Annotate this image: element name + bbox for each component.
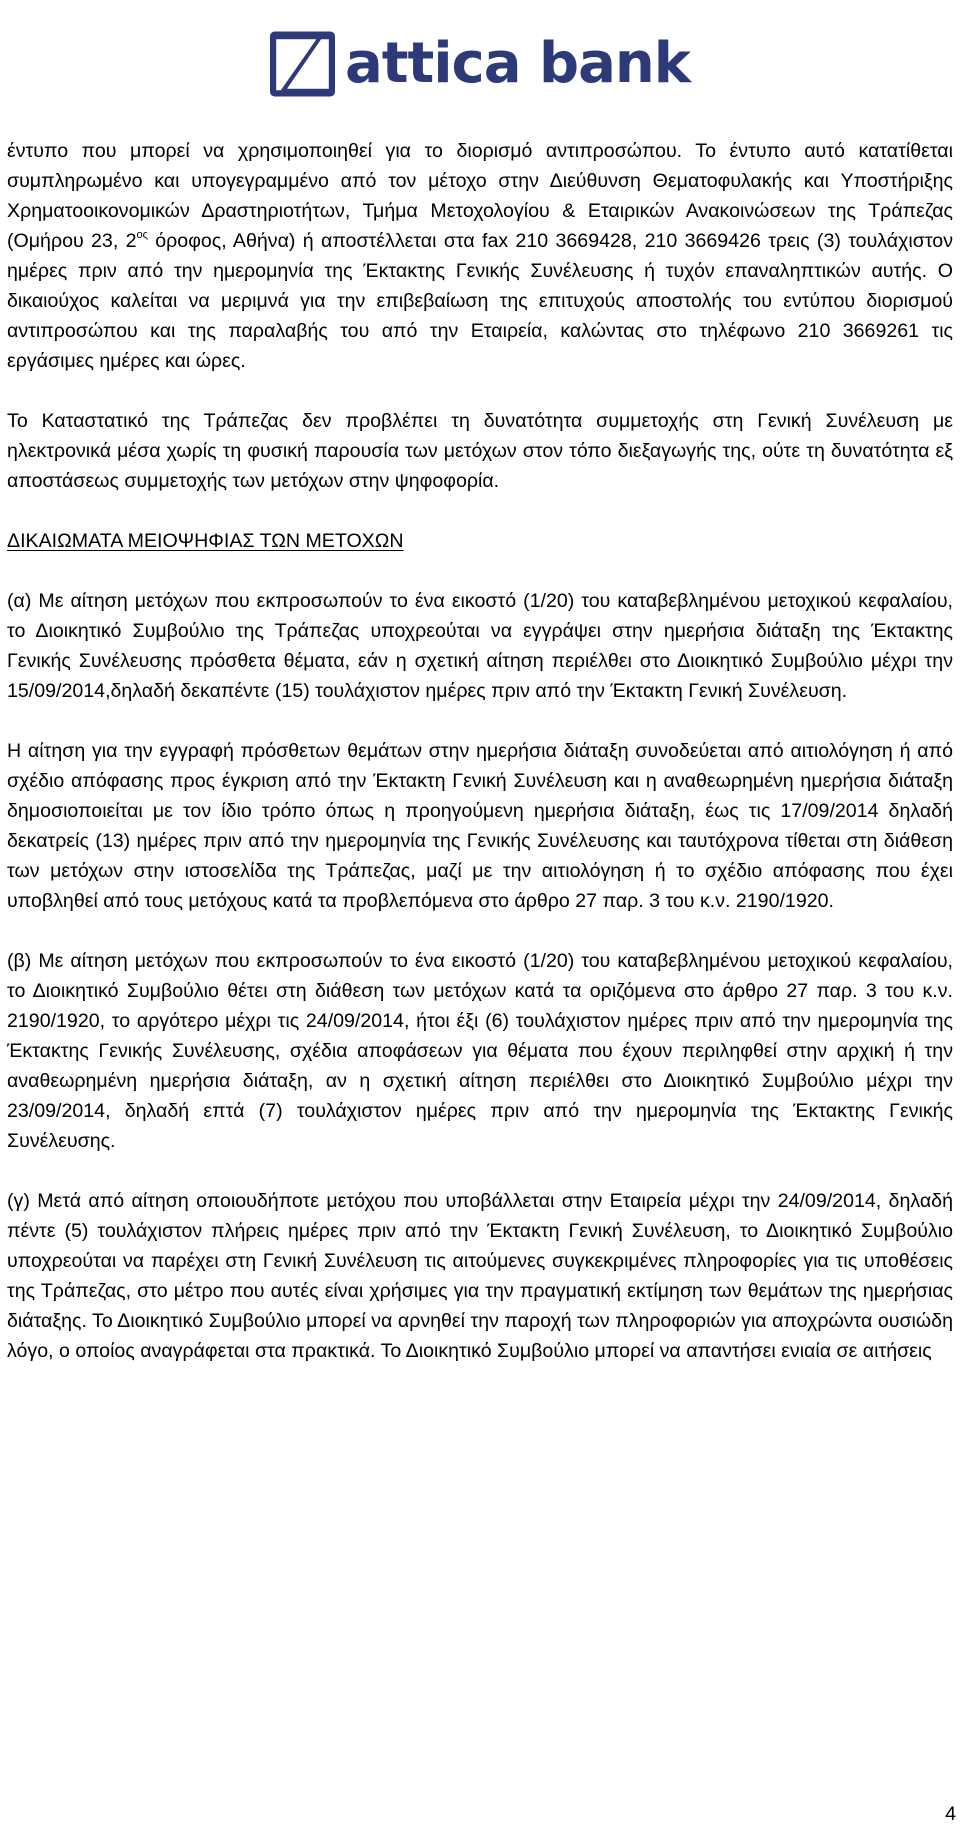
paragraph-proxy-form: έντυπο που μπορεί να χρησιμοποιηθεί για το διορισμό αντιπροσώπου. Το έντυπο αυτό κατατίθεται συμπληρωμένο και υπογεγραμμένο από τον μέτοχο στην Διεύθυνση Θεματοφυλακής και Υποστήριξης Χρηματοοικονομικών Δραστηριοτήτων, Τμήμα Μετοχολογίου & Εταιρικών Ανακοινώσεων της Τράπεζας (Ομήρου 23, $2^{o\varsigma}$ όροφος, Αθήνα) ή αποστέλλεται στα fax 210 3669428, 210 3669426 τρεις (3) τουλάχιστον ημέρες πριν από την ημερομηνία της Έκτακτης Γενικής Συνέλευσης ή τυχόν επαναληπτικών αυτής. Ο δικαιούχος καλείται να μεριμνά για την επιβεβαίωση της επιτυχούς αποστολής του εντύπου διορισμού αντιπροσώπου και της παραλαβής του από την Εταιρεία, καλώντας στο τηλέφωνο 210 3669261 τις εργάσιμες ημέρες και ώρες. xyxy=(7,140,953,372)
paragraph-a-agenda-items: (α) Με αίτηση μετόχων που εκπροσωπούν το ένα εικοστό (1/20) του καταβεβλημένου μετοχικού κεφαλαίου, το Διοικητικό Συμβούλιο της Τράπεζας υποχρεούται να εγγράψει στην ημερήσια διάταξη της Έκτακτης Γενικής Συνέλευσης πρόσθετα θέματα, εάν η σχετική αίτηση περιέλθει στο Διοικητικό Συμβούλιο μέχρι την 15/09/2014,δηλαδή δεκαπέντε (15) τουλάχιστον ημέρες πριν από την Έκτακτη Γενική Συνέλευση. xyxy=(7,590,953,702)
paragraph-c-information-request: (γ) Μετά από αίτηση οποιουδήποτε μετόχου που υποβάλλεται στην Εταιρεία μέχρι την 24/09/2014, δηλαδή πέντε (5) τουλάχιστον πλήρεις ημέρες πριν από την Έκτακτη Γενική Συνέλευση, το Διοικητικό Συμβούλιο υποχρεούται να παρέχει στη Γενική Συνέλευση τις αιτούμενες συγκεκριμένες πληροφορίες για τις υποθέσεις της Τράπεζας, στο μέτρο που αυτές είναι χρήσιμες για την πραγματική εκτίμηση των θεμάτων της ημερήσιας διάταξης. Το Διοικητικό Συμβούλιο μπορεί να αρνηθεί την παροχή των πληροφοριών για αποχρώντα ουσιώδη λόγο, ο οποίος αναγράφεται στα πρακτικά. Το Διοικητικό Συμβούλιο μπορεί να απαντήσει ενιαία σε αιτήσεις xyxy=(7,1190,953,1362)
paragraph-articles-of-association: Το Καταστατικό της Τράπεζας δεν προβλέπει τη δυνατότητα συμμετοχής στη Γενική Συνέλευση με ηλεκτρονικά μέσα χωρίς τη φυσική παρουσία των μετόχων στον τόπο διεξαγωγής της, ούτε τη δυνατότητα εξ αποστάσεως συμμετοχής των μετόχων στην ψηφοφορία. xyxy=(7,410,953,492)
attica-logo-icon xyxy=(270,22,335,106)
paragraph-agenda-request: Η αίτηση για την εγγραφή πρόσθετων θεμάτων στην ημερήσια διάταξη συνοδεύεται από αιτιολόγηση ή από σχέδιο απόφασης προς έγκριση από την Έκτακτη Γενική Συνέλευση και η αναθεωρημένη ημερήσια διάταξη δημοσιοποιείται με τον ίδιο τρόπο όπως η προηγούμενη ημερήσια διάταξη, έως τις 17/09/2014 δηλαδή δεκατρείς (13) ημέρες πριν από την ημερομηνία της Γενικής Συνέλευσης και ταυτόχρονα τίθεται στη διάθεση των μετόχων στην ιστοσελίδα της Τράπεζας, μαζί με την αιτιολόγηση ή το σχέδιο απόφασης που έχει υποβληθεί από τους μετόχους κατά τα προβλεπόμενα στο άρθρο 27 παρ. 3 του κ.ν. 2190/1920. xyxy=(7,740,953,912)
ordinal-superscript: ος xyxy=(136,229,148,241)
logo-text: attica bank xyxy=(345,31,690,96)
page-number: 4 xyxy=(945,1803,956,1825)
section-heading-minority-rights: ΔΙΚΑΙΩΜΑΤΑ ΜΕΙΟΨΗΦΙΑΣ ΤΩΝ ΜΕΤΟΧΩΝ xyxy=(7,530,404,552)
document-body xyxy=(7,136,953,1366)
paragraph-b-draft-decisions: (β) Με αίτηση μετόχων που εκπροσωπούν το ένα εικοστό (1/20) του καταβεβλημένου μετοχικού κεφαλαίου, το Διοικητικό Συμβούλιο θέτει στη διάθεση των μετόχων κατά τα οριζόμενα στο άρθρο 27 παρ. 3 του κ.ν. 2190/1920, το αργότερο μέχρι τις 24/09/2014, ήτοι έξι (6) τουλάχιστον ημέρες πριν από την ημερομηνία της Έκτακτης Γενικής Συνέλευσης, σχέδια αποφάσεων για θέματα που έχουν περιληφθεί στην αρχική ή την αναθεωρημένη ημερήσια διάταξη, αν η σχετική αίτηση περιέλθει στο Διοικητικό Συμβούλιο μέχρι την 23/09/2014, δηλαδή επτά (7) τουλάχιστον ημέρες πριν από την ημερομηνία της Έκτακτης Γενικής Συνέλευσης. xyxy=(7,950,953,1152)
bank-logo xyxy=(270,22,690,106)
